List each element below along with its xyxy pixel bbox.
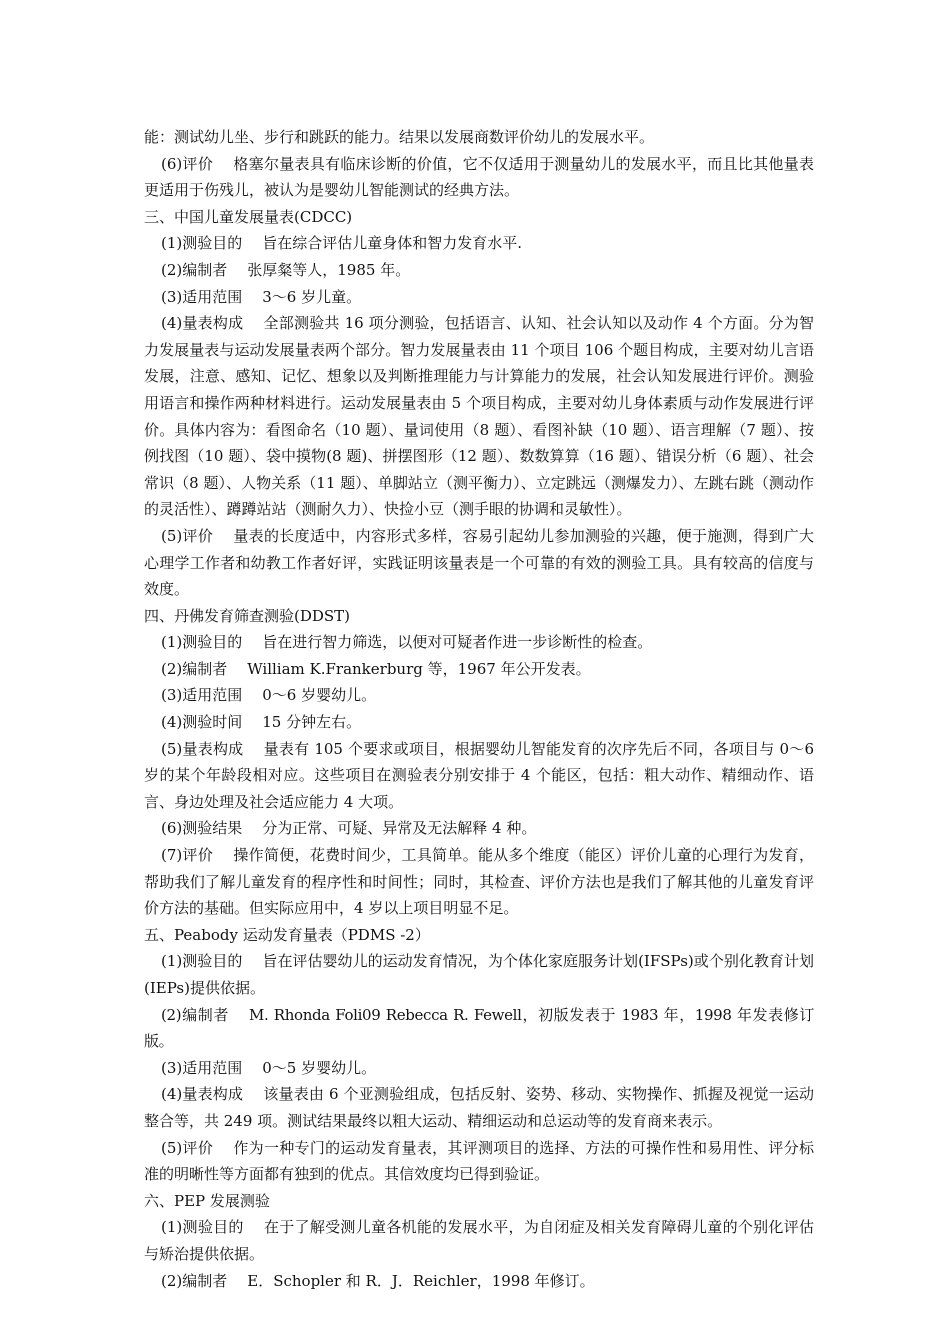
ddst-item [144,709,814,736]
pep-item [144,1214,814,1267]
cdcc-item [144,230,814,257]
item-text: William K.Frankerburg 等，1967 年公开发表。 [247,659,591,678]
section-heading-pep: 六、PEP 发展测验 [144,1191,270,1210]
item-text: 该量表由 6 个亚测验组成，包括反射、姿势、移动、实物操作、抓握及视觉一运动整合等，共 249 项。测试结果最终以粗大运动、精细运动和总运动等的发育商来表示。 [144,1085,814,1130]
cdcc-item [144,523,814,603]
intro-paragraph: 能：测试幼儿坐、步行和跳跃的能力。结果以发展商数评价幼儿的发展水平。 [144,128,655,146]
item-label: (4)量表构成 [161,314,244,333]
pdms-item [144,1002,814,1055]
item-text: 旨在综合评估儿童身体和智力发育水平. [262,234,523,253]
item-text: 旨在评估婴幼儿的运动发育情况，为个体化家庭服务计划(IFSPs)或个别化教育计划(IEPs)提供依据。 [144,952,814,997]
section-heading-ddst: 四、丹佛发育筛查测验(DDST) [144,606,351,625]
item-text: 张厚粲等人，1985 年。 [247,260,411,279]
cdcc-item [144,284,814,311]
item-label: (5)评价 [161,526,214,545]
pdms-item [144,948,814,1001]
item-label: (3)适用范围 [161,287,243,306]
item-label: (6)测验结果 [161,819,243,838]
section-heading-pdms: 五、Peabody 运动发育量表（PDMS -2） [144,925,430,944]
gesell-eval-paragraph [144,151,814,204]
item-label: (1)测验目的 [161,952,243,971]
cdcc-item [144,310,814,523]
item-label: (3)适用范围 [161,686,243,705]
item-text: 旨在进行智力筛选，以便对可疑者作进一步诊断性的检查。 [262,633,653,652]
item-label: (2)编制者 [161,260,228,279]
item-text: 作为一种专门的运动发育量表，其评测项目的选择、方法的可操作性和易用性、评分标准的明晰性等方面都有独到的优点。其信效度均已得到验证。 [144,1138,814,1184]
item-label: (2)编制者 [161,1005,229,1024]
ddst-item [144,656,814,683]
item-label: (6)评价 [161,154,214,173]
item-label: (2)编制者 [161,1271,228,1290]
item-text: 0～5 岁婴幼儿。 [262,1058,377,1077]
item-text: 操作简便，花费时间少，工具简单。能从多个维度（能区）评价儿童的心理行为发育，帮助我们了解儿童发育的程序性和时间性；同时，其检查、评价方法也是我们了解其他的儿童发育评价方法的基础。但实际应用中，4 岁以上项目明显不足。 [144,846,814,918]
item-text: 3～6 岁儿童。 [262,287,362,306]
item-text: 全部测验共 16 项分测验，包括语言、认知、社会认知以及动作 4 个方面。分为智力发展量表与运动发展量表两个部分。智力发展量表由 11 个项目 106 个题目构成，主要对幼儿言语发展，注意、感知、记忆、想象以及判断推理能力与计算能力的发展，社会认知发展进行评价。测验用语言和操作两种材料进行。运动发展量表由 5 个项目构成，主要对幼儿身体素质与动作发展进行评价。具体内容为：看图命名（10 题）、量词使用（8 题）、看图补缺（10 题）、语言理解（7 题）、按例找图（10 题）、袋中摸物(8 题)、拼摆图形（12 题）、数数算算（16 题）、错误分析（6 题）、社会常识（8 题）、人物关系（11 题）、单脚站立（测平衡力）、立定跳远（测爆发力）、左跳右跳（测动作的灵活性）、蹲蹲站站（测耐久力）、快捡小豆（测手眼的协调和灵敏性）。 [144,314,814,519]
item-text: 0～6 岁婴幼儿。 [262,686,377,705]
item-label: (2)编制者 [161,659,228,678]
item-label: (4)量表构成 [161,1085,244,1104]
pdms-item [144,1081,814,1134]
item-text: 在于了解受测儿童各机能的发展水平，为自闭症及相关发育障碍儿童的个别化评估与矫治提供依据。 [144,1218,814,1263]
item-text: 分为正常、可疑、异常及无法解释 4 种。 [262,819,537,838]
pep-item [144,1268,814,1295]
item-text: 量表的长度适中，内容形式多样，容易引起幼儿参加测验的兴趣，便于施测，得到广大心理学工作者和幼教工作者好评，实践证明该量表是一个可靠的有效的测验工具。具有较高的信度与效度。 [144,526,814,599]
document-page [144,124,814,1294]
item-text: 15 分钟左右。 [262,713,362,732]
item-label: (1)测验目的 [161,633,243,652]
ddst-item [144,629,814,656]
item-text: E．Schopler 和 R．J．Reichler，1998 年修订。 [247,1271,595,1290]
ddst-item [144,842,814,922]
item-label: (1)测验目的 [161,234,243,253]
pdms-item [144,1135,814,1188]
ddst-item [144,736,814,816]
item-text: 量表有 105 个要求或项目，根据婴幼儿智能发育的次序先后不同，各项目与 0～6 岁的某个年龄段相对应。这些项目在测验表分别安排于 4 个能区，包括：粗大动作、精细动作、语言、身边处理及社会适应能力 4 大项。 [144,739,814,811]
cdcc-item [144,257,814,284]
item-label: (5)评价 [161,1138,214,1157]
ddst-item [144,682,814,709]
ddst-item [144,815,814,842]
pdms-item [144,1055,814,1082]
section-heading-cdcc: 三、中国儿童发展量表(CDCC) [144,207,353,226]
item-label: (1)测验目的 [161,1218,244,1237]
item-text: 格塞尔量表具有临床诊断的价值，它不仅适用于测量幼儿的发展水平，而且比其他量表更适用于伤残儿，被认为是婴幼儿智能测试的经典方法。 [144,154,814,200]
item-text: M. Rhonda Foli09 Rebecca R. Fewell，初版发表于 1983 年，1998 年发表修订版。 [144,1005,815,1051]
item-label: (3)适用范围 [161,1058,243,1077]
item-label: (7)评价 [161,846,214,865]
item-label: (4)测验时间 [161,713,243,732]
item-label: (5)量表构成 [161,739,244,758]
